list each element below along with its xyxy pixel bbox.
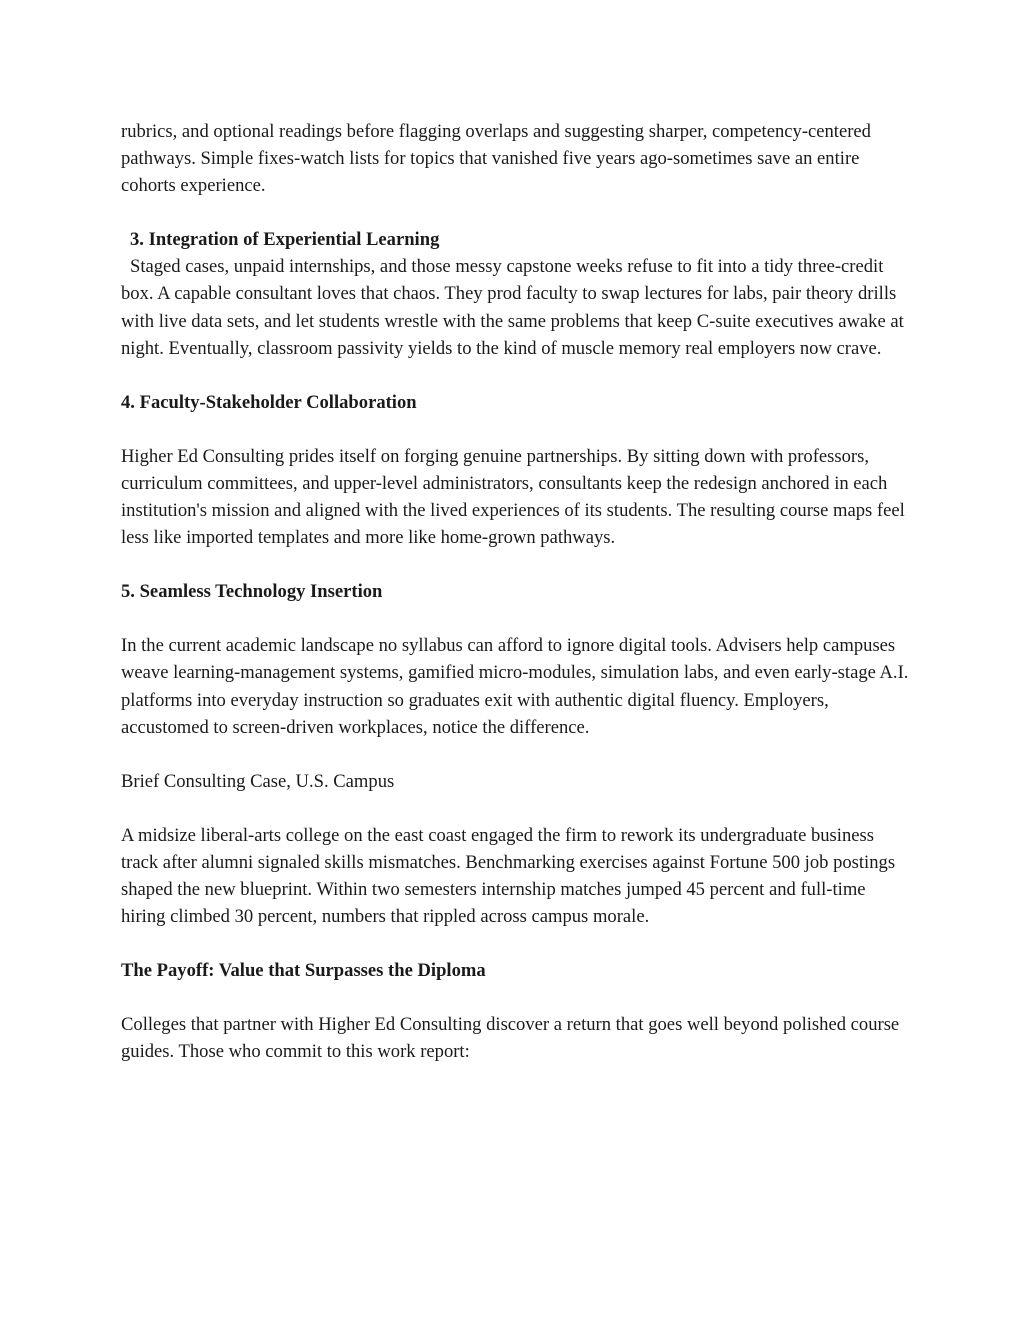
continuation-paragraph: rubrics, and optional readings before flagging overlaps and suggesting sharper, competency-centered pathways. Simple fixes-watch lists for topics that vanished five years ago-sometimes save an entire cohorts experience.: [121, 121, 871, 197]
section-body: Higher Ed Consulting prides itself on forging genuine partnerships. By sitting down with professors, curriculum committees, and upper-level administrators, consultants keep the redesign anchored in each institution's mission and aligned with the lived experiences of its students. The resulting course maps feel less like imported templates and more like home-grown pathways.: [121, 445, 905, 549]
section-heading: 4. Faculty-Stakeholder Collaboration: [121, 391, 417, 413]
section-body: Staged cases, unpaid internships, and those messy capstone weeks refuse to fit into a tidy three-credit box. A capable consultant loves that chaos. They prod faculty to swap lectures for labs, pair theory drills with live data sets, and let students wrestle with the same problems that keep C-suite executives awake at night. Eventually, classroom passivity yields to the kind of muscle memory real employers now crave.: [121, 256, 904, 359]
section-faculty-collaboration: [121, 389, 911, 551]
payoff-body: Colleges that partner with Higher Ed Consulting discover a return that goes well beyond polished course guides. Those who commit to this work report:: [121, 1014, 900, 1063]
case-study: [121, 768, 911, 930]
section-heading: 3. Integration of Experiential Learning: [130, 229, 440, 251]
payoff-heading: The Payoff: Value that Surpasses the Diploma: [121, 960, 486, 982]
section-heading: 5. Seamless Technology Insertion: [121, 581, 383, 603]
case-study-body: A midsize liberal-arts college on the east coast engaged the firm to rework its undergraduate business track after alumni signaled skills mismatches. Benchmarking exercises against Fortune 500 job postings shaped the new blueprint. Within two semesters internship matches jumped 45 percent and full-time hiring climbed 30 percent, numbers that rippled across campus morale.: [121, 824, 896, 928]
section-experiential-learning: [121, 226, 911, 361]
section-body: In the current academic landscape no syllabus can afford to ignore digital tools. Advisers help campuses weave learning-management systems, gamified micro-modules, simulation labs, and even early-stage A.I. platforms into everyday instruction so graduates exit with authentic digital fluency. Employers, accustomed to screen-driven workplaces, notice the difference.: [121, 635, 909, 738]
case-study-title: Brief Consulting Case, U.S. Campus: [121, 770, 395, 792]
payoff-section: [121, 957, 911, 1065]
section-technology-insertion: [121, 578, 911, 740]
document-page: [121, 118, 911, 1065]
